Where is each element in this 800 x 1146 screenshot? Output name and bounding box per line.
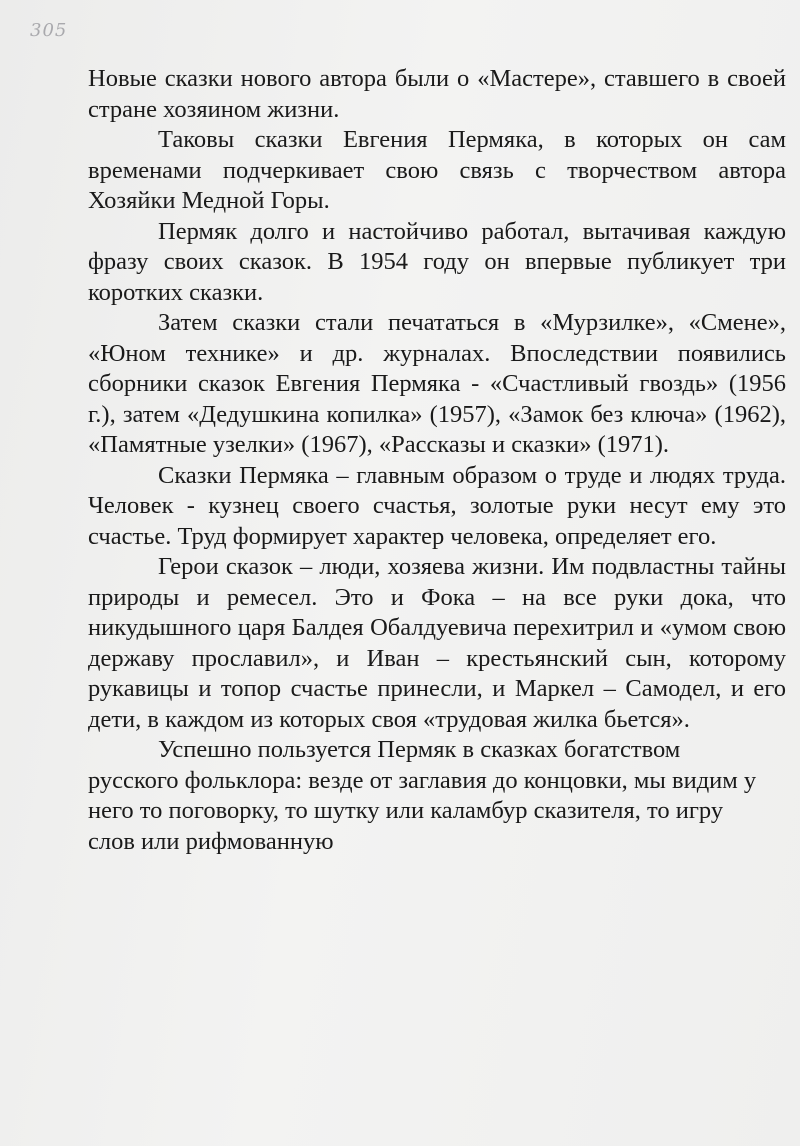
paragraph: Новые сказки нового автора были о «Мастере», ставшего в своей стране хозяином жизни. (88, 65, 786, 123)
paragraph: Таковы сказки Евгения Пермяка, в которых он сам временами подчеркивает свою связь с творчеством автора Хозяйки Медной Горы. (88, 126, 786, 214)
paragraph: Успешно пользуется Пермяк в сказках богатством русского фольклора: везде от заглавия до концовки, мы видим у него то поговорку, то шутку или каламбур сказителя, то игру слов или рифмованную (88, 736, 757, 855)
paragraph: Сказки Пермяка – главным образом о труде и людях труда. Человек - кузнец своего счастья, золотые руки несут ему это счастье. Труд формирует характер человека, определяет его. (88, 461, 786, 550)
paragraph: Пермяк долго и настойчиво работал, вытачивая каждую фразу своих сказок. В 1954 году он впервые публикует три коротких сказки. (88, 217, 786, 306)
paragraph: Затем сказки стали печататься в «Мурзилке», «Смене», «Юном технике» и др. журналах. Впоследствии появились сборники сказок Евгения Пермяка - «Счастливый гвоздь» (1956 г.), затем «Дедушкина копилка» (1957), «Замок без ключа» (1962), «Памятные узелки» (1967), «Рассказы и сказки» (1971). (88, 309, 786, 458)
document-body (88, 64, 786, 857)
page-number: 305 (30, 20, 68, 41)
paragraph: Герои сказок – люди, хозяева жизни. Им подвластны тайны природы и ремесел. Это и Фока – на все руки дока, что никудышного царя Балдея Обалдуевича перехитрил и «умом свою державу прославил», и Иван – крестьянский сын, которому рукавицы и топор счастье принесли, и Маркел – Самодел, и его дети, в каждом из которых своя «трудовая жилка бьется». (88, 553, 786, 733)
